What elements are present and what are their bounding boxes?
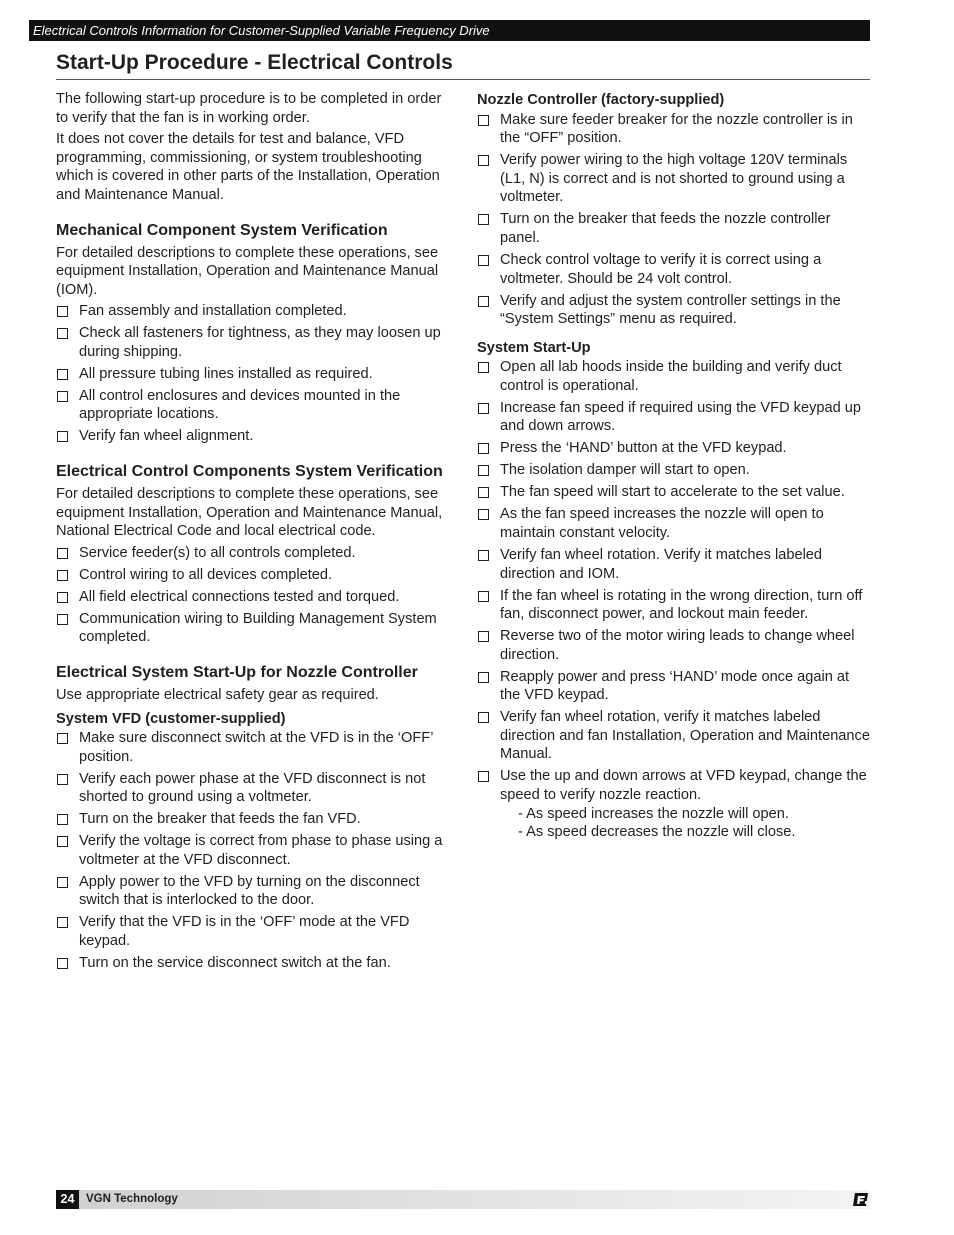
checklist-item-text: Verify power wiring to the high voltage 120V terminals (L1, N) is correct and is not shorted to ground using a voltmeter. (500, 152, 848, 206)
checklist-item (477, 439, 872, 458)
checkbox-icon[interactable] (478, 672, 489, 683)
checklist-item-text: Apply power to the VFD by turning on the disconnect switch that is interlocked to the door. (79, 873, 420, 909)
subheading-system-startup: System Start-Up (477, 339, 591, 356)
page-footer (56, 1190, 870, 1209)
checkbox-icon[interactable] (478, 403, 489, 414)
checklist-item-text: Verify and adjust the system controller settings in the “System Settings” menu as required. (500, 292, 841, 328)
checklist-item (56, 427, 452, 446)
right-column (477, 90, 872, 845)
checklist-item (56, 610, 452, 647)
checklist-item (477, 210, 872, 247)
checklist-item (477, 151, 872, 207)
checkbox-icon[interactable] (57, 877, 68, 888)
checklist-item (56, 729, 452, 766)
checklist-item-text: Fan assembly and installation completed. (79, 303, 347, 320)
intro-paragraph-1: The following start-up procedure is to be completed in order to verify that the fan is in working order. (56, 91, 442, 126)
checklist-item (477, 111, 872, 148)
checkbox-icon[interactable] (57, 614, 68, 625)
checklist-item (56, 913, 452, 950)
page-title: Start-Up Procedure - Electrical Controls (56, 50, 870, 80)
checklist-item-text: Turn on the breaker that feeds the nozzle controller panel. (500, 211, 831, 246)
checklist-item-text: Increase fan speed if required using the VFD keypad up and down arrows. (500, 399, 862, 435)
checklist-item-text: Verify each power phase at the VFD disconnect is not shorted to ground using a voltmeter. (79, 770, 426, 806)
checklist-item-text: Verify that the VFD is in the ‘OFF’ mode at the VFD keypad. (79, 914, 410, 950)
checkbox-icon[interactable] (478, 712, 489, 723)
checklist-item-text: Verify fan wheel rotation. Verify it matches labeled direction and IOM. (500, 546, 823, 582)
checkbox-icon[interactable] (478, 214, 489, 225)
checklist-item-text: Check all fasteners for tightness, as they may loosen up during shipping. (79, 325, 441, 360)
checklist-item-text: Communication wiring to Building Management System completed. (79, 610, 437, 646)
checkbox-icon[interactable] (57, 570, 68, 581)
checklist-item (56, 302, 452, 321)
checklist-item-text: Press the ‘HAND’ button at the VFD keypad. (500, 440, 787, 457)
checklist-item-text: Check control voltage to verify it is correct using a voltmeter. Should be 24 volt control. (500, 251, 822, 287)
subheading-nozzle-controller: Nozzle Controller (factory-supplied) (477, 92, 725, 108)
checklist-system-vfd (56, 729, 452, 972)
checkbox-icon[interactable] (57, 548, 68, 559)
left-column (56, 90, 452, 976)
checkbox-icon[interactable] (478, 296, 489, 307)
checkbox-icon[interactable] (57, 814, 68, 825)
brand-logo-icon (853, 1192, 869, 1207)
checklist-item-text: The fan speed will start to accelerate to the set value. (500, 484, 845, 501)
checklist-item (477, 292, 872, 329)
checkbox-icon[interactable] (57, 328, 68, 339)
checklist-item-text: Turn on the service disconnect switch at the fan. (79, 955, 391, 972)
checkbox-icon[interactable] (478, 155, 489, 166)
checklist-item (477, 461, 872, 480)
checklist-item-text: Reapply power and press ‘HAND’ mode once again at the VFD keypad. (500, 668, 850, 704)
checklist-item (56, 566, 452, 585)
checklist-item (56, 770, 452, 807)
checklist-item (477, 483, 872, 502)
sub-note: - As speed decreases the nozzle will close. (518, 824, 796, 841)
checklist-mechanical (56, 302, 452, 446)
checklist-item (477, 546, 872, 583)
checklist-item (56, 387, 452, 424)
checkbox-icon[interactable] (57, 836, 68, 847)
checklist-item (56, 588, 452, 607)
checklist-system-startup (477, 358, 872, 842)
checklist-item (56, 873, 452, 910)
checkbox-icon[interactable] (57, 592, 68, 603)
checklist-item-text: Reverse two of the motor wiring leads to change wheel direction. (500, 628, 855, 663)
checklist-item-text: Verify the voltage is correct from phase to phase using a voltmeter at the VFD disconnect. (79, 833, 443, 868)
checklist-item (56, 544, 452, 563)
checklist-item (477, 399, 872, 436)
subheading-system-vfd: System VFD (customer-supplied) (56, 710, 286, 727)
section-heading-electrical: Electrical Control Components System Verification (56, 463, 443, 481)
section-heading-nozzle-startup: Electrical System Start-Up for Nozzle Controller (56, 663, 418, 681)
checklist-item-text: Make sure feeder breaker for the nozzle controller is in the “OFF” position. (500, 111, 853, 147)
checkbox-icon[interactable] (57, 917, 68, 928)
checklist-item-text: All pressure tubing lines installed as required. (79, 365, 373, 382)
page-number: 24 (56, 1190, 79, 1209)
checklist-item-text: All field electrical connections tested and torqued. (79, 588, 400, 605)
footer-label: VGN Technology (86, 1193, 178, 1205)
checklist-item (56, 324, 452, 361)
checkbox-icon[interactable] (57, 391, 68, 402)
checkbox-icon[interactable] (478, 362, 489, 373)
section-description: For detailed descriptions to complete these operations, see equipment Installation, Operation and Maintenance Manual (IOM). (56, 244, 439, 298)
checklist-item-text: All control enclosures and devices mounted in the appropriate locations. (79, 387, 401, 423)
checklist-item (477, 708, 872, 764)
checklist-item (477, 668, 872, 705)
checkbox-icon[interactable] (57, 306, 68, 317)
checklist-item (56, 832, 452, 869)
checkbox-icon[interactable] (478, 509, 489, 520)
checklist-item-text: Turn on the breaker that feeds the fan VFD. (79, 811, 361, 828)
checkbox-icon[interactable] (57, 733, 68, 744)
checklist-item (477, 627, 872, 664)
checklist-item (56, 810, 452, 829)
checkbox-icon[interactable] (478, 550, 489, 561)
checkbox-icon[interactable] (57, 958, 68, 969)
checklist-item-text: Verify fan wheel alignment. (79, 428, 254, 445)
checklist-item (477, 505, 872, 542)
checklist-item (56, 365, 452, 384)
checklist-item (477, 358, 872, 395)
checkbox-icon[interactable] (478, 255, 489, 266)
section-heading-mechanical: Mechanical Component System Verification (56, 221, 388, 239)
checklist-item (477, 767, 872, 841)
section-description: Use appropriate electrical safety gear as required. (56, 686, 379, 703)
checklist-electrical (56, 544, 452, 647)
checklist-item (477, 251, 872, 288)
checkbox-icon[interactable] (478, 443, 489, 454)
checklist-item-text: Service feeder(s) to all controls completed. (79, 544, 356, 561)
checkbox-icon[interactable] (478, 591, 489, 602)
checklist-item-text: Use the up and down arrows at VFD keypad, change the speed to verify nozzle reaction. (500, 768, 867, 804)
checklist-item (477, 587, 872, 624)
checkbox-icon[interactable] (57, 431, 68, 442)
running-header: Electrical Controls Information for Customer-Supplied Variable Frequency Drive (29, 20, 870, 41)
section-description: For detailed descriptions to complete these operations, see equipment Installation, Operation and Maintenance Manual, National Electrical Code and local electrical code. (56, 486, 443, 540)
checkbox-icon[interactable] (478, 115, 489, 126)
checklist-item (56, 954, 452, 973)
checkbox-icon[interactable] (478, 487, 489, 498)
checkbox-icon[interactable] (57, 369, 68, 380)
checkbox-icon[interactable] (478, 465, 489, 476)
checklist-item-text: If the fan wheel is rotating in the wrong direction, turn off fan, disconnect power, and lockout main feeder. (500, 587, 863, 623)
checklist-item-text: As the fan speed increases the nozzle will open to maintain constant velocity. (500, 506, 824, 541)
checkbox-icon[interactable] (478, 631, 489, 642)
checklist-nozzle-controller (477, 111, 872, 329)
checklist-item-text: Control wiring to all devices completed. (79, 566, 333, 583)
sub-note: - As speed increases the nozzle will open. (518, 805, 789, 822)
checklist-item-text: Verify fan wheel rotation, verify it matches labeled direction and fan Installation, Operation and Maintenance Manual. (500, 709, 870, 763)
checkbox-icon[interactable] (57, 774, 68, 785)
checkbox-icon[interactable] (478, 771, 489, 782)
checklist-item-text: Open all lab hoods inside the building and verify duct control is operational. (500, 359, 842, 394)
intro-paragraph-2: It does not cover the details for test and balance, VFD programming, commissioning, or system troubleshooting which is covered in other parts of the Installation, Operation and Maintenance Manual. (56, 131, 440, 203)
checklist-item-text: The isolation damper will start to open. (500, 462, 750, 479)
checklist-item-text: Make sure disconnect switch at the VFD is in the ‘OFF’ position. (79, 730, 433, 765)
